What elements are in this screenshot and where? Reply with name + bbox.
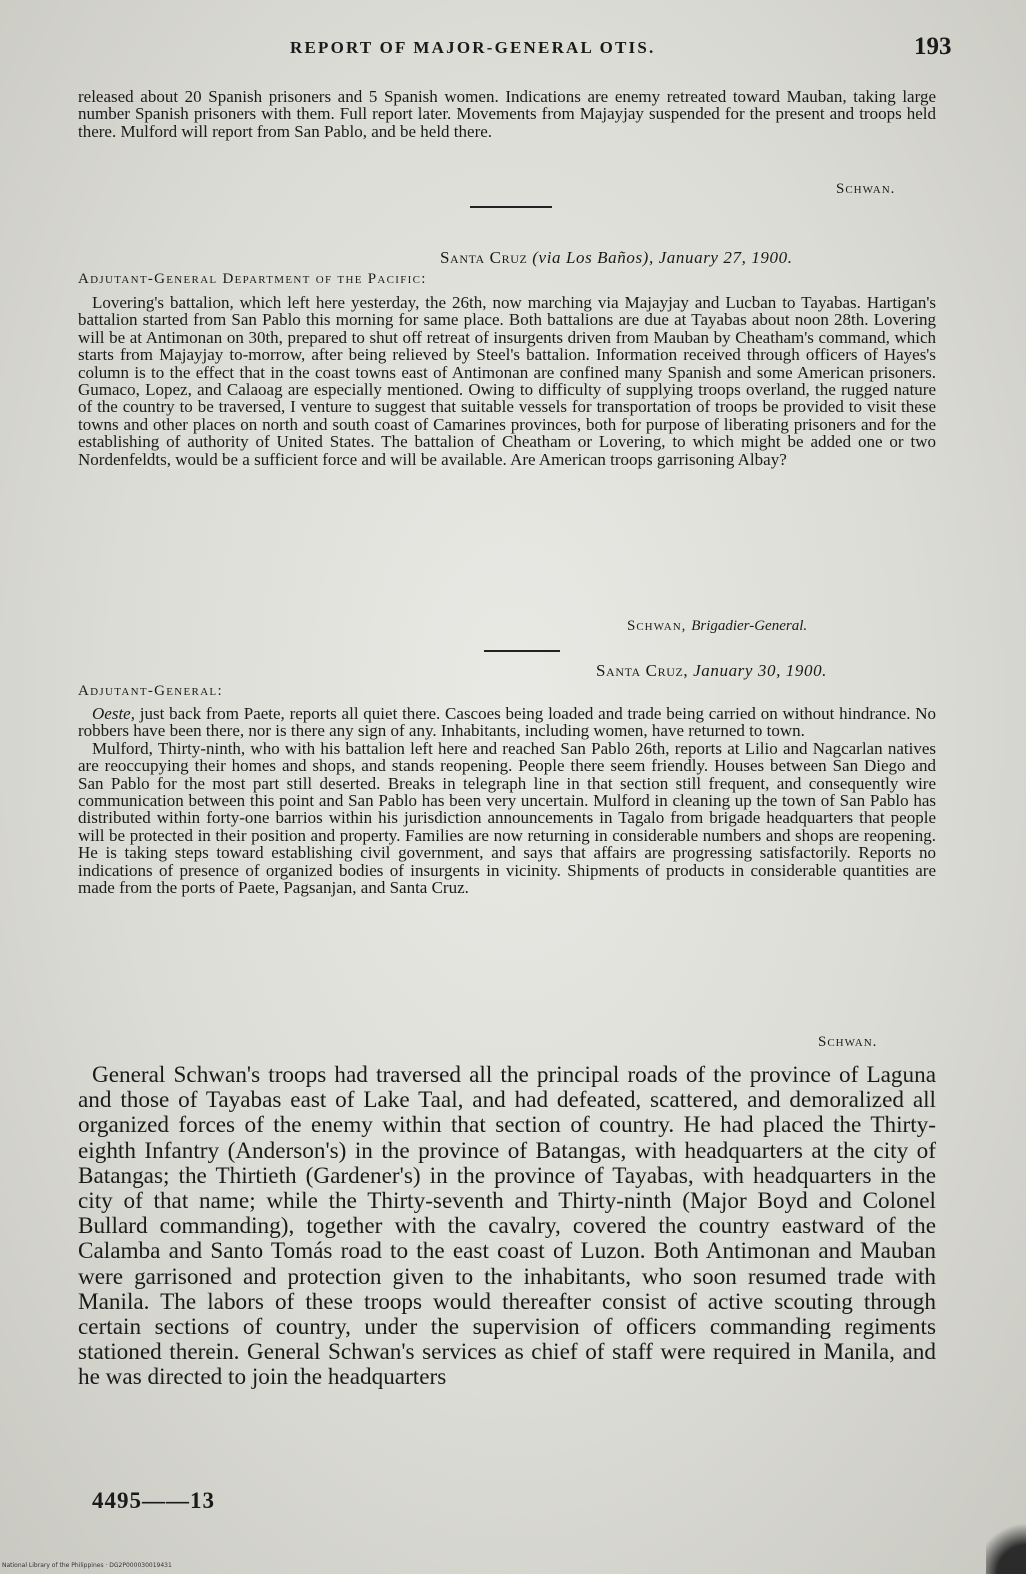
section-divider [484, 650, 560, 652]
addressee-adjutant-general: Adjutant-General: [78, 683, 223, 699]
telegram-jan-27-text: Lovering's battalion, which left here yesterday, the 26th, now marching via Majayjay and Lucban to Tayabas. Hartigan's battalion started from San Pablo this morning for same place. Both battalions are due at Tayabas about noon 28th. Lovering will be at Antimonan on 30th, prepared to shut off retreat of insurgents driven from Mauban by Cheatham's command, which starts from Majayjay to-morrow, after being relieved by Steel's battalion. Information received through officers of Hayes's column is to the effect that in the coast towns east of Antimonan are confined many Spanish and some American prisoners. Gumaco, Lopez, and Calaoag are especially mentioned. Owing to difficulty of supplying troops overland, the rugged nature of the country to be traversed, I venture to suggest that suitable vessels for transportation of troops be provided to visit these towns and other places on north and south coast of Camarines provinces, both for purpose of liberating prisoners and for the establishing of authority of United States. The battalion of Cheatham or Lovering, to which might be added one or two Nordenfeldts, would be a sufficient force and will be available. Are American troops garrisoning Albay? [78, 293, 936, 469]
dateline-via: (via Los Baños), [532, 248, 654, 267]
page-number: 193 [914, 33, 952, 60]
digitization-credit: National Library of the Philippines · DG2P000030019431 [2, 1562, 172, 1569]
running-head [0, 33, 1026, 68]
telegram-jan-30-paragraph-1 [78, 705, 936, 740]
signature-schwan-1: Schwan. [836, 181, 896, 197]
page-corner-shadow [986, 1514, 1026, 1574]
telegram-jan-30-paragraph-2: Mulford, Thirty-ninth, who with his battalion left here and reached San Pablo 26th, reports at Lilio and Nagcarlan natives are reoccupying their homes and shops, and stands reopening. People there seem friendly. Houses between San Diego and San Pablo for the most part still deserted. Breaks in telegraph line in that section still frequent, and consequently wire communication between this point and San Pablo has been very uncertain. Mulford in cleaning up the town of San Pablo has distributed within forty-one barrios within his jurisdiction announcements in Tagalo from brigade headquarters that people will be protected in their position and property. Families are now returning in considerable numbers and shops are reopening. He is taking steps toward establishing civil government, and says that affairs are progressing satisfactorily. Reports no indications of presence of organized bodies of insurgents in vicinity. Shipments of products in considerable quantities are made from the ports of Paete, Pagsanjan, and Santa Cruz. [78, 738, 936, 898]
telegram-jan-27 [78, 294, 936, 468]
signature-rank: Brigadier-General. [691, 618, 808, 634]
paragraph-lead-name: Oeste, [92, 704, 135, 723]
narrative [78, 1063, 936, 1391]
telegram-continuation-text: released about 20 Spanish prisoners and 5 Spanish women. Indications are enemy retreated toward Mauban, taking large number Spanish prisoners with them. Full report later. Movements from Majayjay suspended for the present and troops held there. Mulford will report from San Pablo, and be held there. [78, 87, 936, 141]
running-head-title: REPORT OF MAJOR-GENERAL OTIS. [290, 38, 656, 57]
signature-brigadier-general [627, 618, 807, 635]
signature-schwan-2: Schwan. [818, 1034, 878, 1050]
dateline-date: January 27, 1900. [658, 248, 793, 267]
dateline-place: Santa Cruz [440, 248, 528, 267]
telegram-continuation [78, 88, 936, 140]
dateline-jan-27 [440, 248, 793, 268]
paragraph-1-body: just back from Paete, reports all quiet there. Cascoes being loaded and trade being carried on without hindrance. No robbers have been there, nor is there any sign of any. Inhabitants, including women, have returned to town. [78, 704, 936, 741]
signature-mark: 4495——13 [92, 1488, 215, 1513]
dateline-jan-30 [596, 661, 827, 681]
signature-name: Schwan, [627, 618, 687, 634]
telegram-jan-30 [78, 705, 936, 896]
section-divider [470, 206, 552, 208]
addressee-department-pacific: Adjutant-General Department of the Pacific: [78, 271, 427, 287]
narrative-paragraph: General Schwan's troops had traversed all the principal roads of the province of Laguna and those of Tayabas east of Lake Taal, and had defeated, scattered, and demoralized all organized forces of the enemy within that section of country. He had placed the Thirty-eighth Infantry (Anderson's) in the province of Batangas, with headquarters at the city of Batangas; the Thirtieth (Gardener's) in the province of Tayabas, with headquarters in the city of that name; while the Thirty-seventh and Thirty-ninth (Major Boyd and Colonel Bullard commanding), together with the cavalry, covered the country eastward of the Calamba and Santo Tomás road to the east coast of Luzon. Both Antimonan and Mauban were garrisoned and protection given to the inhabitants, who soon resumed trade with Manila. The labors of these troops would thereafter consist of active scouting through certain sections of country, under the supervision of officers commanding regiments stationed therein. General Schwan's services as chief of staff were required in Manila, and he was directed to join the headquarters [78, 1062, 936, 1391]
dateline-place: Santa Cruz, [596, 661, 689, 680]
dateline-date: January 30, 1900. [693, 661, 828, 680]
